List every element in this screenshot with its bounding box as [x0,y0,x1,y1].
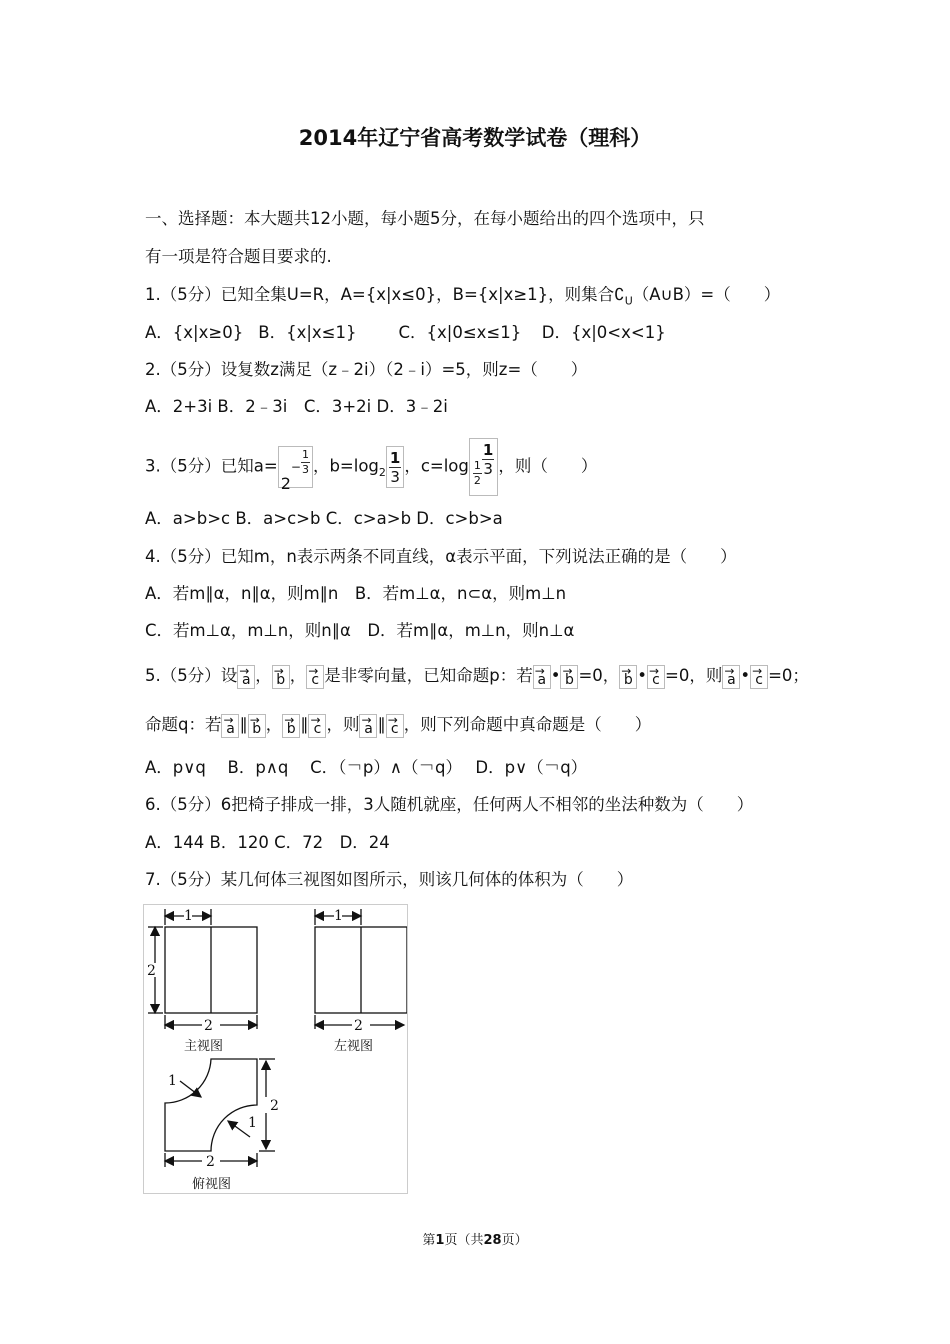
section-intro-line1: 一、选择题：本大题共12小题，每小题5分，在每小题给出的四个选项中，只 [145,209,705,228]
question-4-stem: 4.（5分）已知m，n表示两条不同直线，α表示平面，下列说法正确的是（ ） [145,547,737,566]
expression-b: $\frac{1}{3}$ [386,446,404,488]
vector-c: → c [306,665,324,689]
question-3-options: A．a>b>c B．a>c>b C．c>a>b D．c>b>a [145,509,503,528]
top-dim-radius-1: 1 [168,1073,177,1089]
three-view-figure [143,904,408,1194]
vector-b: → b [619,665,637,689]
question-5-stem: 5.（5分）设→ a ，→ b ，→ c 是非零向量，已知命题p：若→ a •→ b =0，→ b •→ c =0，则→ a •→ c =0； [145,663,809,689]
three-view-drawing [144,905,407,1193]
vector-a: → a [237,665,255,689]
vector-a: → a [722,665,740,689]
option-c: C．{x|0≤x≤1} [398,323,522,342]
question-6-stem: 6.（5分）6把椅子排成一排，3人随机就座，任何两人不相邻的坐法种数为（ ） [145,795,754,814]
vector-b: → b [560,665,578,689]
question-2-stem: 2.（5分）设复数z满足（z﹣2i）（2﹣i）=5，则z=（ ） [145,360,588,379]
front-dim-left: 2 [147,963,156,979]
page-footer: 第1页（共28页） [422,1233,528,1248]
question-4-options-ab: A．若m∥α，n∥α，则m∥n B．若m⊥α，n⊂α，则m⊥n [145,584,567,603]
vector-c: → c [750,665,768,689]
top-dim-bottom: 2 [206,1154,215,1170]
side-view-label: 左视图 [334,1039,374,1054]
vector-a: → a [359,714,377,738]
side-dim-bottom: 2 [354,1018,363,1034]
vector-b: → b [282,714,300,738]
option-a: A．{x|x≥0} [145,323,244,342]
question-7-stem: 7.（5分）某几何体三视图如图所示，则该几何体的体积为（ ） [145,870,634,889]
vector-a: → a [533,665,551,689]
question-1-stem: 1.（5分）已知全集U=R，A={x|x≤0}，B={x|x≥1}，则集合$∁_U(A\cup B)=$（ ） [145,285,781,308]
side-dim-top: 1 [334,908,343,924]
top-view-label: 俯视图 [192,1177,232,1192]
vector-c: → c [386,714,404,738]
side-view [315,909,407,1029]
vector-c: → c [647,665,665,689]
vector-b: → b [272,665,290,689]
vector-b: → b [248,714,266,738]
question-5-options: A．p∨q B．p∧q C．（￢p）∧（￢q） D．p∨（￢q） [145,758,588,777]
top-view [165,1059,275,1167]
question-4-options-cd: C．若m⊥α，m⊥n，则n∥α D．若m∥α，m⊥n，则n⊥α [145,621,575,640]
section-intro-line2: 有一项是符合题目要求的. [145,247,332,266]
front-dim-bottom: 2 [204,1018,213,1034]
question-2-options: A．2+3i B．2﹣3i C．3+2i D．3﹣2i [145,397,448,416]
top-dim-radius-2: 1 [248,1115,257,1131]
front-dim-top: 1 [184,908,193,924]
question-3-stem: 3.（5分）已知a=2− $\frac{1}{3}$ ，$b=\log_2$ $\frac{1}{3}$ ，c=log $\frac{1}{2}$ $\frac{1}{3}$ ，则（ ） [145,438,597,496]
vector-c: → c [308,714,326,738]
question-5-proposition-q: 命题q：若→ a ∥→ b ，→ b ∥→ c ，则→ a ∥→ c ，则下列命题中真命题是（ ） [145,712,651,738]
page-title: 2014年辽宁省高考数学试卷（理科） [298,126,652,150]
vector-a: → a [221,714,239,738]
expression-a: 2− $\frac{1}{3}$ [278,446,313,488]
option-b: B．{x|x≤1} [258,323,357,342]
front-view-label: 主视图 [184,1039,224,1054]
question-1-options [145,322,666,344]
option-d: D．{x|0<x<1} [541,323,666,342]
front-view [148,909,257,1029]
question-6-options: A．144 B．120 C．72 D．24 [145,833,390,852]
expression-c: $\frac{1}{2}$ $\frac{1}{3}$ [469,438,498,496]
top-dim-right: 2 [270,1098,279,1114]
